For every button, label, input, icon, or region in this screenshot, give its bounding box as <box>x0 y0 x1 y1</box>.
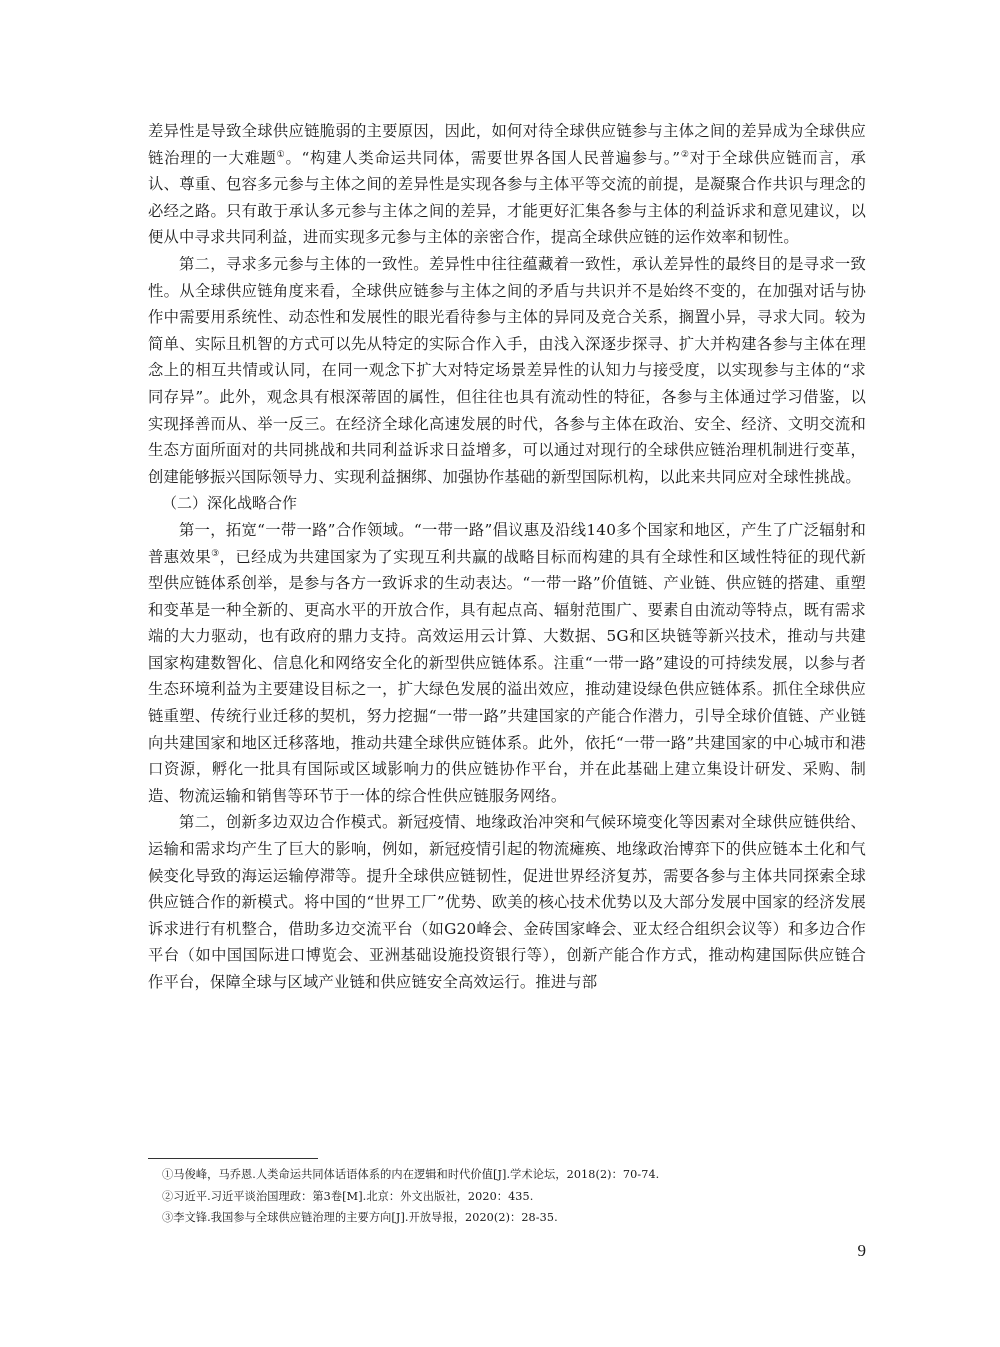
paragraph-3-text-a: 第一，拓宽“一带一路”合作领域。“一带一路”倡议惠及沿线140多个国家和地区，产生了广泛辐射和普惠效果 <box>148 520 866 566</box>
footnotes <box>162 1164 866 1229</box>
paragraph-4: 第二，创新多边双边合作模式。新冠疫情、地缘政治冲突和气候环境变化等因素对全球供应链供给、运输和需求均产生了巨大的影响，例如，新冠疫情引起的物流瘫痪、地缘政治博弈下的供应链本土化和气候变化导致的海运运输停滞等。提升全球供应链韧性，促进世界经济复苏，需要各参与主体共同探索全球供应链合作的新模式。将中国的“世界工厂”优势、欧美的核心技术优势以及大部分发展中国家的经济发展诉求进行有机整合，借助多边交流平台（如G20峰会、金砖国家峰会、亚太经合组织会议等）和多边合作平台（如中国国际进口博览会、亚洲基础设施投资银行等），创新产能合作方式，推动构建国际供应链合作平台，保障全球与区域产业链和供应链安全高效运行。推进与部 <box>148 813 866 991</box>
footnote-3: ③李文锋.我国参与全球供应链治理的主要方向[J].开放导报，2020(2)：28-35. <box>162 1211 558 1225</box>
footnote-1: ①马俊峰，马乔恩.人类命运共同体话语体系的内在逻辑和时代价值[J].学术论坛，2018(2)：70-74. <box>162 1168 660 1181</box>
footnote-ref-2: ② <box>680 149 690 160</box>
footnote-ref-1: ① <box>276 149 286 160</box>
paragraph-3-text-b: ，已经成为共建国家为了实现互利共赢的战略目标而构建的具有全球性和区域性特征的现代新型供应链体系创举，是参与各方一致诉求的生动表达。“一带一路”价值链、产业链、供应链的搭建、重塑和变革是一种全新的、更高水平的开放合作，具有起点高、辐射范围广、要素自由流动等特点，既有需求端的大力驱动，也有政府的鼎力支持。高效运用云计算、大数据、5G和区块链等新兴技术，推动与共建国家构建数智化、信息化和网络安全化的新型供应链体系。注重“一带一路”建设的可持续发展，以参与者生态环境利益为主要建设目标之一，扩大绿色发展的溢出效应，推动建设绿色供应链体系。抓住全球供应链重塑、传统行业迁移的契机，努力挖掘“一带一路”共建国家的产能合作潜力，引导全球价值链、产业链向共建国家和地区迁移落地，推动共建全球供应链体系。此外，依托“一带一路”共建国家的中心城市和港口资源，孵化一批具有国际或区域影响力的供应链协作平台，并在此基础上建立集设计研发、采购、制造、物流运输和销售等环节于一体的综合性供应链服务网络。 <box>148 547 866 805</box>
paragraph-1-text-c: 对于全球供应链而言，承认、尊重、包容多元参与主体之间的差异性是实现各参与主体平等交流的前提，是凝聚合作共识与理念的必经之路。只有敢于承认多元参与主体之间的差异，才能更好汇集各参与主体的利益诉求和意见建议，以便从中寻求共同利益，进而实现多元参与主体的亲密合作，提高全球供应链的运作效率和韧性。 <box>148 148 866 247</box>
paragraph-1 <box>148 118 866 251</box>
paragraph-2: 第二，寻求多元参与主体的一致性。差异性中往往蕴藏着一致性，承认差异性的最终目的是寻求一致性。从全球供应链角度来看，全球供应链参与主体之间的矛盾与共识并不是始终不变的，在加强对话与协作中需要用系统性、动态性和发展性的眼光看待参与主体的异同及竞合关系，搁置小异，寻求大同。较为简单、实际且机智的方式可以先从特定的实际合作入手，由浅入深逐步探寻、扩大并构建各参与主体在理念上的相互共情或认同，在同一观念下扩大对特定场景差异性的认知力与接受度，以实现参与主体的“求同存异”。此外，观念具有根深蒂固的属性，但往往也具有流动性的特征，各参与主体通过学习借鉴，以实现择善而从、举一反三。在经济全球化高速发展的时代，各参与主体在政治、安全、经济、文明交流和生态方面所面对的共同挑战和共同利益诉求日益增多，可以通过对现行的全球供应链治理机制进行变革，创建能够振兴国际领导力、实现利益捆绑、加强协作基础的新型国际机构，以此来共同应对全球性挑战。 <box>148 254 866 486</box>
paragraph-3 <box>148 517 866 810</box>
footnote-2: ②习近平.习近平谈治国理政：第3卷[M].北京：外文出版社，2020：435. <box>162 1189 534 1203</box>
paragraph-1-text-a: 差异性是导致全球供应链脆弱的主要原因，因此，如何对待全球供应链参与主体之间的差异成为全球供应链治理的一大难题 <box>148 122 866 167</box>
main-text <box>148 118 866 996</box>
footnote-ref-3: ③ <box>211 548 220 559</box>
page-number: 9 <box>857 1241 866 1260</box>
footnote-divider <box>148 1158 318 1159</box>
paragraph-1-quote: 。“构建人类命运共同体，需要世界各国人民普遍参与。” <box>285 148 681 167</box>
section-heading: （二）深化战略合作 <box>162 494 298 513</box>
